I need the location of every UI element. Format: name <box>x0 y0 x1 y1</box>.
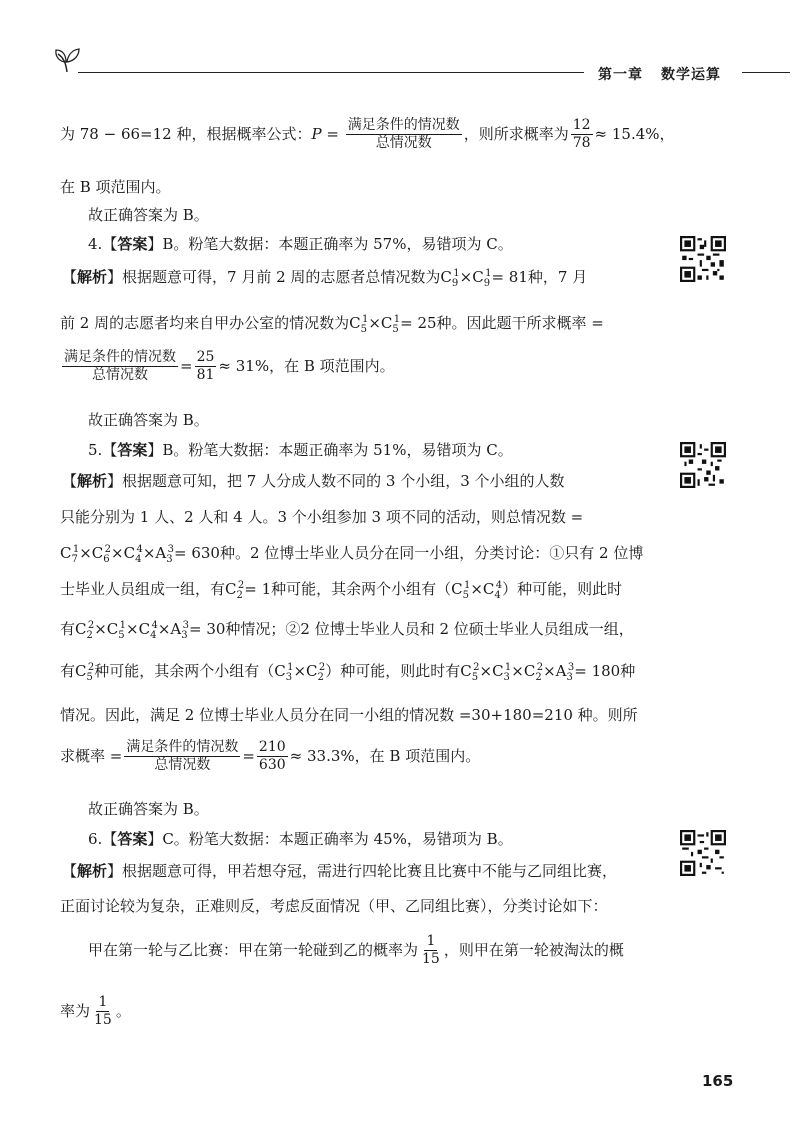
text-line: 率为 $\frac{1}{15}$ 。 <box>60 994 131 1029</box>
text-line: 有$C_2^2\times C_5^1\times C_4^4\times A_3^3= 30$种情况；②2 位博士毕业人员和 2 位硕士毕业人员组成一组， <box>60 620 634 641</box>
text-line: 前 2 周的志愿者均来自甲办公室的情况数为$C_5^1\times C_5^1= 25$种。因此题干所求概率 = <box>60 314 604 335</box>
analysis-line: 【解析】根据题意可得，甲若想夺冠，需进行四轮比赛且比赛中不能与乙同组比赛， <box>62 862 618 880</box>
text-line: 士毕业人员组成一组，有$C_2^2= 1$种可能，其余两个小组有$(C_5^1\times C_4^4)$种可能，则此时 <box>60 580 623 601</box>
text-line: 有$C_5^2$种可能，其余两个小组有$(C_3^1\times C_2^2)$种可能，则此时有$C_5^2\times C_3^1\times C_2^2\times A_3^3= 180$种 <box>60 662 636 683</box>
fraction: $\frac{1}{15}$ <box>422 933 440 968</box>
chapter-label: 第一章 <box>598 67 643 83</box>
header-rule-left <box>78 72 584 73</box>
answer-line: 5.【答案】B。粉笔大数据：本题正确率为 51%，易错项为 C。 <box>88 441 513 459</box>
qr-code-icon[interactable] <box>680 236 726 282</box>
leaf-logo-icon <box>52 44 82 74</box>
fraction: $\frac{\text{满足条件的情况数}}{\text{总情况数}}$ <box>347 117 460 152</box>
text-line: 为 78 − 66=12 种，根据概率公式：P = $\frac{\text{满足条件的情况数}}{\text{总情况数}}$ ，则所求概率为 $\frac{12}{78}$ ≈ 15.4%， <box>60 117 675 152</box>
text-line: $C_7^1\times C_6^2\times C_4^4\times A_3^3= 630$种。2 位博士毕业人员分在同一小组，分类讨论：①只有 2 位博 <box>60 544 644 565</box>
qr-code-icon[interactable] <box>680 442 726 488</box>
fraction: $\frac{1}{15}$ <box>94 994 112 1029</box>
text-line: 故正确答案为 B。 <box>88 800 209 818</box>
text-line: 只能分别为 1 人、2 人和 4 人。3 个小组参加 3 项不同的活动，则总情况数 = <box>60 508 584 526</box>
text-line: 甲在第一轮与乙比赛：甲在第一轮碰到乙的概率为 $\frac{1}{15}$ ，则甲在第一轮被淘汰的概 <box>88 933 624 968</box>
text-line: $\frac{\text{满足条件的情况数}}{\text{总情况数}}$ = $\frac{25}{81}$ ≈ 31%，在 B 项范围内。 <box>64 349 395 384</box>
analysis-line: 【解析】根据题意可得，7 月前 2 周的志愿者总情况数为$C_9^1\times C_9^1= 81$种，7 月 <box>62 268 588 289</box>
header-rule-right <box>742 72 790 73</box>
text-line: 故正确答案为 B。 <box>88 206 209 224</box>
text-line: 求概率 = $\frac{\text{满足条件的情况数}}{\text{总情况数}}$ = $\frac{210}{630}$ ≈ 33.3%，在 B 项范围内。 <box>60 739 481 774</box>
fraction: $\frac{\text{满足条件的情况数}}{\text{总情况数}}$ <box>64 349 176 384</box>
text-line: 在 B 项范围内。 <box>60 178 171 196</box>
answer-line: 6.【答案】C。粉笔大数据：本题正确率为 45%，易错项为 B。 <box>88 830 513 848</box>
answer-line: 4.【答案】B。粉笔大数据：本题正确率为 57%，易错项为 C。 <box>88 235 513 253</box>
chapter-title: 数学运算 <box>661 67 721 83</box>
fraction: $\frac{12}{78}$ <box>572 117 591 152</box>
fraction: $\frac{25}{81}$ <box>196 349 215 384</box>
page-number: 165 <box>702 1072 734 1090</box>
fraction: $\frac{210}{630}$ <box>258 739 286 774</box>
chapter-heading <box>598 64 739 84</box>
text-line: 故正确答案为 B。 <box>88 411 209 429</box>
text-line: 正面讨论较为复杂，正难则反，考虑反面情况（甲、乙同组比赛），分类讨论如下： <box>60 897 608 915</box>
qr-code-icon[interactable] <box>680 830 726 876</box>
analysis-line: 【解析】根据题意可知，把 7 人分成人数不同的 3 个小组，3 个小组的人数 <box>62 472 565 490</box>
text-line: 情况。因此，满足 2 位博士毕业人员分在同一小组的情况数 =30+180=210 种。则所 <box>60 706 638 724</box>
fraction: $\frac{\text{满足条件的情况数}}{\text{总情况数}}$ <box>126 739 239 774</box>
